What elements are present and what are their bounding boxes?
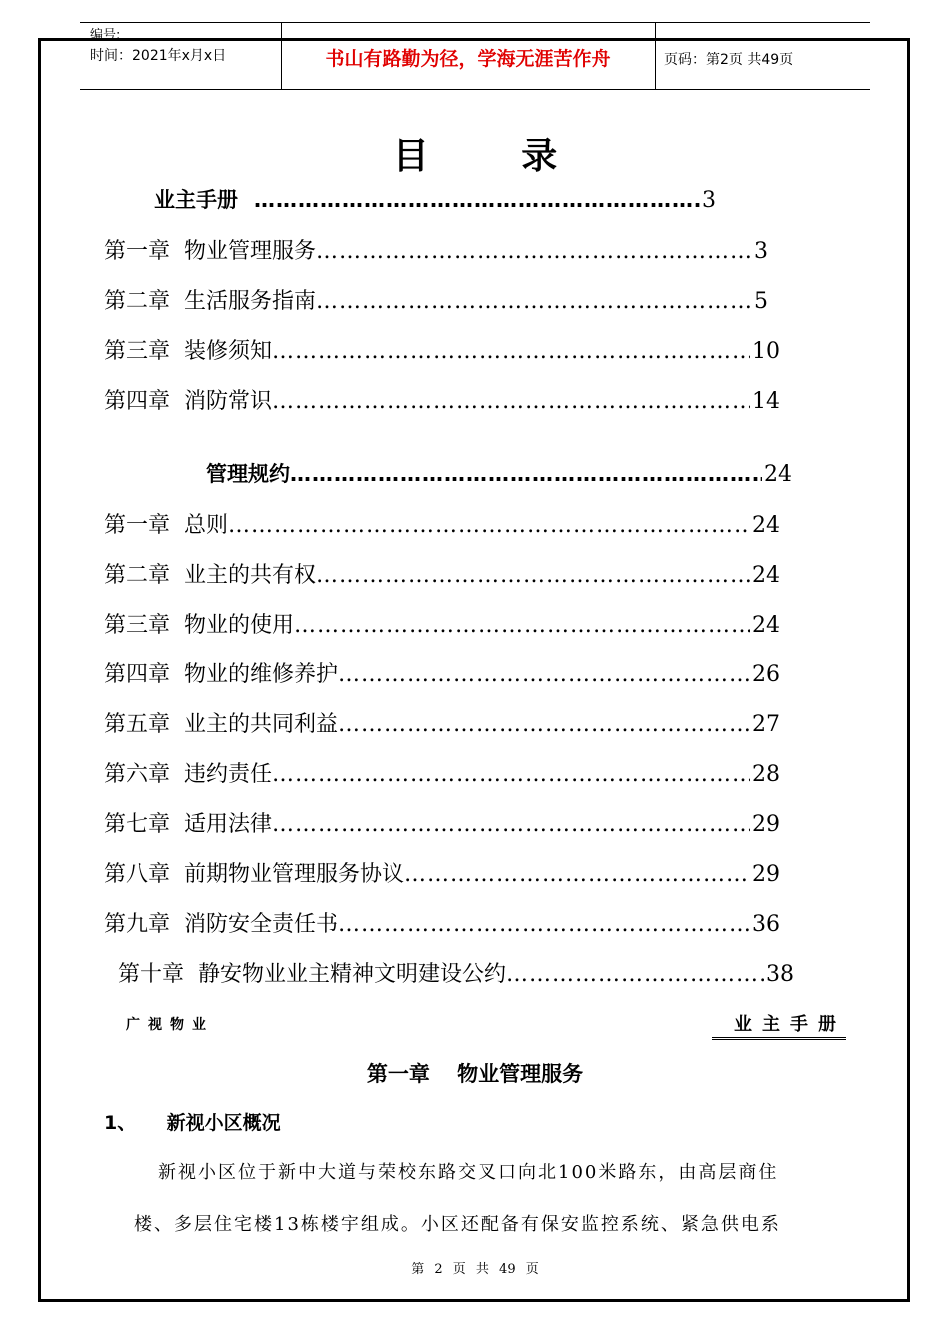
paragraph-line: 楼、多层住宅楼13栋楼宇组成。小区还配备有保安监控系统、紧急供电系 [134,1214,781,1235]
toc-entry-chapter: 第五章 [104,712,171,737]
company-name: 广视物业 [126,1017,214,1033]
toc-entry-title: 生活服务指南 [184,289,317,314]
toc-entry-chapter: 第二章 [104,289,171,314]
toc-leader-dots [228,513,750,538]
toc-title: 目 录 [392,136,598,177]
toc-leader-dots [506,962,764,987]
toc-entry[interactable] [104,508,780,539]
toc-entry-page: 24 [752,613,780,638]
page-footer: 第 2 页 共 49 页 [411,1262,539,1277]
toc-entry-chapter: 第三章 [104,339,171,364]
toc-entry-page: 27 [752,712,780,737]
toc-entry-page: 38 [766,962,794,987]
toc-entry-title: 消防常识 [184,389,273,414]
toc-leader-dots [254,188,700,212]
toc-entry-chapter: 第十章 [118,962,185,987]
toc-entry-page: 14 [752,389,780,414]
toc-leader-dots [272,762,750,787]
toc-leader-dots [338,662,750,687]
toc-entry[interactable] [104,334,780,365]
toc-entry-title: 违约责任 [184,762,273,787]
toc-entry-page: 29 [752,862,780,887]
toc-entry[interactable] [104,707,780,738]
toc-entry[interactable] [104,757,780,788]
toc-entry-title: 总则 [184,513,229,538]
toc-entry-page: 3 [754,239,768,264]
toc-entry-page: 29 [752,812,780,837]
time-text: 时间：2021年x月x日 [90,48,227,64]
toc-entry-title: 业主手册 [154,188,238,212]
chapter-title: 第一章 物业管理服务 [366,1062,584,1086]
toc-entry-title: 业主的共有权 [184,563,317,588]
toc-entry-chapter: 第一章 [104,513,171,538]
toc-entry-page: 5 [754,289,768,314]
toc-entry-chapter: 第一章 [104,239,171,264]
toc-leader-dots [316,239,752,264]
toc-entry-title: 管理规约 [206,462,290,486]
toc-entry-page: 36 [752,912,780,937]
toc-entry-title: 物业的使用 [184,613,295,638]
toc-entry-chapter: 第四章 [104,389,171,414]
toc-entry-page: 26 [752,662,780,687]
toc-leader-dots [290,462,762,486]
toc-entry-title: 适用法律 [184,812,273,837]
toc-entry-title: 消防安全责任书 [184,912,339,937]
toc-entry-page: 3 [702,188,716,213]
toc-entry[interactable] [104,384,780,415]
toc-leader-dots [338,712,750,737]
toc-entry-title: 物业管理服务 [184,239,317,264]
toc-section-management-rules[interactable] [206,458,792,488]
toc-leader-dots [272,812,750,837]
toc-leader-dots [338,912,750,937]
page-info: 页码：第2页 共49页 [664,52,794,68]
toc-entry-chapter: 第八章 [104,862,171,887]
toc-entry-title: 静安物业业主精神文明建设公约 [198,962,507,987]
toc-entry-page: 24 [764,462,792,487]
toc-leader-dots [404,862,750,887]
toc-entry[interactable] [104,234,768,265]
toc-entry[interactable] [104,657,780,688]
section-number: 1、 [104,1112,137,1134]
toc-entry[interactable] [104,907,780,938]
toc-leader-dots [316,563,750,588]
toc-entry-chapter: 第九章 [104,912,171,937]
toc-entry-page: 24 [752,563,780,588]
toc-entry-page: 24 [752,513,780,538]
toc-entry-title: 业主的共同利益 [184,712,339,737]
toc-entry-page: 28 [752,762,780,787]
toc-section-owner-handbook[interactable] [154,184,716,214]
toc-entry-chapter: 第六章 [104,762,171,787]
toc-entry-page: 10 [752,339,780,364]
book-title: 业主手册 [712,1010,846,1040]
toc-entry-title: 装修须知 [184,339,273,364]
toc-leader-dots [272,389,750,414]
toc-entry-chapter: 第四章 [104,662,171,687]
header-motto: 书山有路勤为径，学海无涯苦作舟 [325,48,611,70]
toc-entry-chapter: 第二章 [104,563,171,588]
toc-entry[interactable] [104,558,780,589]
header-top-rule [80,22,870,23]
serial-label: 编号: [90,28,121,43]
paragraph-line: 新视小区位于新中大道与荣校东路交叉口向北100米路东，由高层商住 [158,1162,779,1183]
toc-leader-dots [316,289,752,314]
section-title: 新视小区概况 [166,1112,281,1134]
toc-entry-chapter: 第三章 [104,613,171,638]
toc-leader-dots [294,613,750,638]
toc-leader-dots [272,339,750,364]
section-heading [104,1108,281,1135]
toc-entry-title: 物业的维修养护 [184,662,339,687]
toc-entry-title: 前期物业管理服务协议 [184,862,405,887]
toc-entry-chapter: 第七章 [104,812,171,837]
toc-entry[interactable] [104,857,780,888]
toc-entry[interactable] [104,807,780,838]
toc-entry[interactable] [104,284,768,315]
toc-entry[interactable] [104,608,780,639]
toc-entry[interactable] [118,957,794,988]
